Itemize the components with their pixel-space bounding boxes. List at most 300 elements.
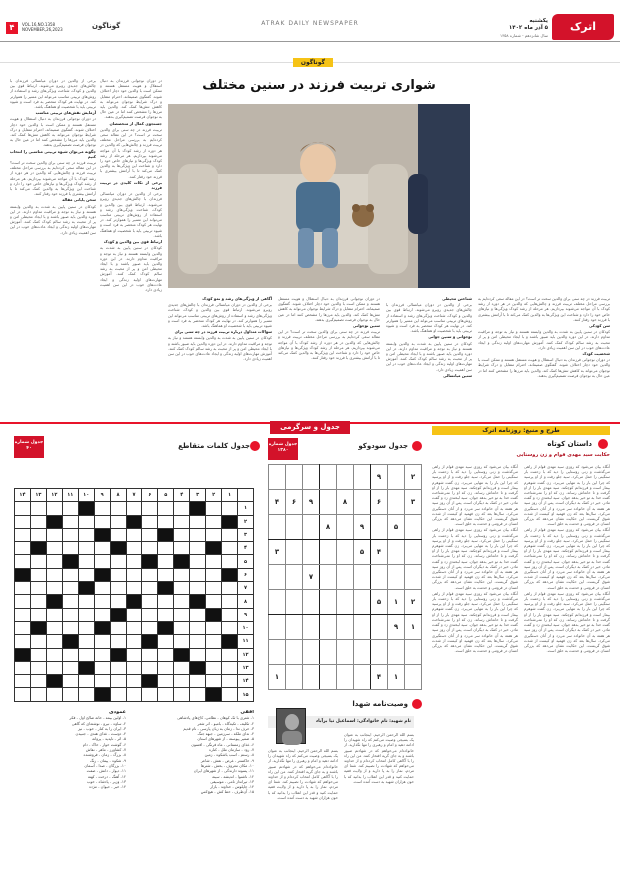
sudoku-cell[interactable]: [286, 640, 303, 665]
crossword-cell[interactable]: [222, 595, 238, 608]
crossword-cell[interactable]: [174, 502, 190, 515]
crossword-cell[interactable]: [142, 621, 158, 634]
crossword-cell[interactable]: [110, 528, 126, 541]
sudoku-cell[interactable]: [303, 615, 320, 640]
crossword-cell[interactable]: [15, 621, 31, 634]
crossword-cell[interactable]: [126, 661, 142, 674]
sudoku-cell[interactable]: ۹: [388, 615, 405, 640]
crossword-cell[interactable]: [126, 621, 142, 634]
crossword-cell[interactable]: [94, 595, 110, 608]
crossword-cell[interactable]: [158, 648, 174, 661]
crossword-cell[interactable]: [62, 502, 78, 515]
sudoku-cell[interactable]: ۱: [388, 590, 405, 615]
crossword-cell[interactable]: [78, 595, 94, 608]
subhead-8: برخی از نکات کلیدی در تربیت فرزند: [100, 179, 162, 191]
black-cell: [126, 595, 142, 608]
crossword-cell[interactable]: [30, 502, 46, 515]
crossword-cell[interactable]: [126, 528, 142, 541]
black-cell: [158, 582, 174, 595]
crossword-cell[interactable]: [190, 621, 206, 634]
paper-name-english: ATRAK DAILY NEWSPAPER: [261, 20, 359, 27]
sudoku-cell[interactable]: [388, 465, 405, 490]
crossword-cell[interactable]: [94, 648, 110, 661]
sudoku-cell[interactable]: [269, 615, 286, 640]
sudoku-cell[interactable]: [269, 565, 286, 590]
article-body-17: کودکان در سنین پایین به شدت به والدین وابسته هستند و نیاز به توجه و مراقبت مداوم دارند. در این دوره والدین باید صبور باشند و با ایجاد محیطی امن و پر از محبت به رشد سالم کودک کمک کنند. آموزش مهارت‌های اولیه زندگی و ایجاد عادت‌های خوب در این سن اهمیت زیادی دارد.: [10, 203, 96, 235]
crossword-cell[interactable]: [142, 582, 158, 595]
crossword-cell[interactable]: [174, 595, 190, 608]
crossword-cell[interactable]: [46, 568, 62, 581]
crossword-cell[interactable]: [110, 502, 126, 515]
crossword-cell[interactable]: [174, 515, 190, 528]
crossword-cell[interactable]: [190, 515, 206, 528]
crossword-cell[interactable]: [190, 528, 206, 541]
sudoku-cell[interactable]: ۸: [320, 515, 337, 540]
crossword-cell[interactable]: [15, 675, 31, 688]
sudoku-cell[interactable]: [371, 640, 388, 665]
crossword-cell[interactable]: [78, 621, 94, 634]
crossword-cell[interactable]: [222, 555, 238, 568]
crossword-cell[interactable]: [110, 688, 126, 701]
sudoku-cell[interactable]: [320, 540, 337, 565]
crossword-cell[interactable]: [174, 621, 190, 634]
crossword-cell[interactable]: [46, 621, 62, 634]
crossword-cell[interactable]: [110, 582, 126, 595]
crossword-cell[interactable]: [94, 515, 110, 528]
across-clues: [130, 710, 254, 875]
crossword-cell[interactable]: [190, 582, 206, 595]
crossword-cell[interactable]: [15, 555, 31, 568]
crossword-cell[interactable]: [15, 608, 31, 621]
sudoku-cell[interactable]: ۷: [303, 565, 320, 590]
crossword-cell[interactable]: [94, 608, 110, 621]
crossword-cell[interactable]: [190, 555, 206, 568]
sudoku-cell[interactable]: ۱: [405, 615, 422, 640]
crossword-cell[interactable]: [110, 595, 126, 608]
sudoku-cell[interactable]: [320, 615, 337, 640]
crossword-cell[interactable]: [142, 528, 158, 541]
crossword-cell[interactable]: [142, 648, 158, 661]
crossword-cell[interactable]: [30, 648, 46, 661]
crossword-cell[interactable]: [78, 608, 94, 621]
crossword-cell[interactable]: [174, 582, 190, 595]
sudoku-cell[interactable]: ۲: [405, 465, 422, 490]
across-clue: ۱- شتری با تک کوهان - نظامی، کاخ‌های پادشاهی: [177, 715, 254, 721]
crossword-cell[interactable]: [110, 621, 126, 634]
sudoku-cell[interactable]: [405, 565, 422, 590]
sudoku-cell[interactable]: [405, 540, 422, 565]
sudoku-cell[interactable]: [269, 465, 286, 490]
sudoku-cell[interactable]: [303, 515, 320, 540]
crossword-cell[interactable]: [190, 648, 206, 661]
story-text-b: آنگاه بیان می‌شود که روزی سید مهدی قوام از راهی می‌گذشت و زنی روستایی را دید که با زحمت بار سنگینی را حمل می‌کرد. سید جلو رفت و از او پرسید که چرا این بار را به تنهایی می‌برد. زن گفت شوهرم بیمار است و فرزندانم کوچکند. سید مهدی بار را از او گرفت و تا خانه‌اش رساند. زن که او را نمی‌شناخت گفت خدا به تو خیر بدهد جوان. سید لبخندی زد و گفت مادر، خیر در کمک به دیگران است. پس از آن روز سید هر هفته به آن خانواده سر می‌زد و از آنان دستگیری می‌کرد. سال‌ها بعد که زن فهمید او کیست از شدت شوق گریست. این حکایت نشان می‌دهد که بزرگی انسان در فروتنی و خدمت به خلق است.: [432, 527, 518, 590]
crossword-cell[interactable]: [46, 661, 62, 674]
black-cell: [62, 555, 78, 568]
crossword-cell[interactable]: [142, 542, 158, 555]
crossword-cell[interactable]: [126, 648, 142, 661]
sudoku-cell[interactable]: [337, 540, 354, 565]
crossword-cell[interactable]: [62, 582, 78, 595]
crossword-cell[interactable]: [126, 688, 142, 701]
crossword-cell[interactable]: [126, 555, 142, 568]
crossword-cell[interactable]: [62, 608, 78, 621]
crossword-cell[interactable]: [110, 568, 126, 581]
sudoku-cell[interactable]: ۹: [371, 465, 388, 490]
sudoku-cell[interactable]: ۵: [371, 590, 388, 615]
crossword-cell[interactable]: [174, 688, 190, 701]
row-number: ۹: [237, 608, 253, 621]
crossword-cell[interactable]: [46, 502, 62, 515]
crossword-cell[interactable]: [30, 661, 46, 674]
crossword-cell[interactable]: [94, 661, 110, 674]
sudoku-cell[interactable]: [303, 590, 320, 615]
martyr-text-a: بسم الله الرحمن الرحیم. اینجانب به عنوان یک بسیجی وصیت می‌کنم که راه شهیدان را ادامه دهید و امام و رهبری را تنها نگذارید. از خانواده‌ام می‌خواهم که در شهادتم صبور باشند و به جای گریه افتخار کنند. من این راه را با آگاهی کامل انتخاب کرده‌ام و از خداوند می‌خواهم که شهادت را نصیبم کند. شما ای مردم، نماز را به پا دارید و از ولایت فقیه حمایت کنید و قدر این انقلاب را بدانید که با خون هزاران شهید به دست آمده است.: [268, 748, 338, 800]
crossword-cell[interactable]: [94, 555, 110, 568]
sudoku-cell[interactable]: [320, 490, 337, 515]
sudoku-cell[interactable]: [354, 665, 371, 690]
sudoku-cell[interactable]: [354, 490, 371, 515]
sudoku-cell[interactable]: ۸: [337, 490, 354, 515]
crossword-cell[interactable]: [206, 675, 222, 688]
crossword-cell[interactable]: [15, 661, 31, 674]
sudoku-cell[interactable]: [388, 640, 405, 665]
sudoku-cell[interactable]: ۵: [388, 515, 405, 540]
crossword-cell[interactable]: [126, 635, 142, 648]
sudoku-cell[interactable]: [405, 640, 422, 665]
crossword-cell[interactable]: [62, 528, 78, 541]
crossword-cell[interactable]: [174, 528, 190, 541]
sudoku-cell[interactable]: [354, 590, 371, 615]
sudoku-cell[interactable]: ۹: [303, 490, 320, 515]
crossword-cell[interactable]: [78, 568, 94, 581]
sudoku-cell[interactable]: [320, 565, 337, 590]
story-text-f: آنگاه بیان می‌شود که روزی سید مهدی قوام از راهی می‌گذشت و زنی روستایی را دید که با زحمت بار سنگینی را حمل می‌کرد. سید جلو رفت و از او پرسید که چرا این بار را به تنهایی می‌برد. زن گفت شوهرم بیمار است و فرزندانم کوچکند. سید مهدی بار را از او گرفت و تا خانه‌اش رساند. زن که او را نمی‌شناخت گفت خدا به تو خیر بدهد جوان. سید لبخندی زد و گفت مادر، خیر در کمک به دیگران است. پس از آن روز سید هر هفته به آن خانواده سر می‌زد و از آنان دستگیری می‌کرد. سال‌ها بعد که زن فهمید او کیست از شدت شوق گریست. این حکایت نشان می‌دهد که بزرگی انسان در فروتنی و خدمت به خلق است.: [524, 590, 610, 654]
crossword-cell[interactable]: [78, 515, 94, 528]
crossword-cell[interactable]: [174, 542, 190, 555]
crossword-cell[interactable]: [46, 635, 62, 648]
crossword-cell[interactable]: [222, 621, 238, 634]
black-cell: [142, 555, 158, 568]
crossword-cell[interactable]: [94, 582, 110, 595]
sudoku-cell[interactable]: [354, 640, 371, 665]
story-text-e: آنگاه بیان می‌شود که روزی سید مهدی قوام از راهی می‌گذشت و زنی روستایی را دید که با زحمت بار سنگینی را حمل می‌کرد. سید جلو رفت و از او پرسید که چرا این بار را به تنهایی می‌برد. زن گفت شوهرم بیمار است و فرزندانم کوچکند. سید مهدی بار را از او گرفت و تا خانه‌اش رساند. زن که او را نمی‌شناخت گفت خدا به تو خیر بدهد جوان. سید لبخندی زد و گفت مادر، خیر در کمک به دیگران است. پس از آن روز سید هر هفته به آن خانواده سر می‌زد و از آنان دستگیری می‌کرد. سال‌ها بعد که زن فهمید او کیست از شدت شوق گریست. این حکایت نشان می‌دهد که بزرگی انسان در فروتنی و خدمت به خلق است.: [524, 527, 610, 590]
crossword-cell[interactable]: [142, 688, 158, 701]
crossword-cell[interactable]: [126, 675, 142, 688]
crossword-cell[interactable]: [174, 675, 190, 688]
crossword-cell[interactable]: [110, 555, 126, 568]
crossword-cell[interactable]: [158, 608, 174, 621]
black-cell: [94, 688, 110, 701]
article-column-1: [478, 296, 610, 416]
crossword-cell[interactable]: [30, 675, 46, 688]
crossword-cell[interactable]: [126, 502, 142, 515]
sudoku-cell[interactable]: [337, 565, 354, 590]
crossword-cell[interactable]: [94, 502, 110, 515]
crossword-cell[interactable]: [142, 502, 158, 515]
crossword-cell[interactable]: [190, 608, 206, 621]
sudoku-title: جدول سودوکو: [358, 442, 408, 450]
sudoku-cell[interactable]: [337, 515, 354, 540]
crossword-cell[interactable]: [62, 621, 78, 634]
crossword-cell[interactable]: [110, 675, 126, 688]
date-persian: ۵ آذر ماه ۱۴۰۲: [508, 25, 548, 31]
black-cell: [62, 635, 78, 648]
crossword-cell[interactable]: [62, 661, 78, 674]
crossword-cell[interactable]: [46, 582, 62, 595]
crossword-cell[interactable]: [126, 582, 142, 595]
crossword-cell[interactable]: [30, 688, 46, 701]
crossword-cell[interactable]: [206, 502, 222, 515]
crossword-cell[interactable]: [15, 528, 31, 541]
crossword-cell[interactable]: [78, 528, 94, 541]
crossword-cell[interactable]: [222, 528, 238, 541]
crossword-cell[interactable]: [206, 648, 222, 661]
sudoku-cell[interactable]: ۴: [371, 665, 388, 690]
crossword-cell[interactable]: [206, 582, 222, 595]
article-body-6: در دوران نوجوانی فرزندان به دنبال استقلال و هویت مستقل هستند و ممکن است با والدین خود دچار اختلاف شوند. گفتگوی صمیمانه، احترام متقابل و درک شرایط نوجوان می‌تواند به کاهش تنش‌ها کمک کند. والدین باید مرزها را مشخص کنند اما در عین حال به نوجوان فرصت تصمیم‌گیری بدهند.: [278, 296, 380, 322]
crossword-cell[interactable]: [30, 635, 46, 648]
sudoku-cell[interactable]: [388, 565, 405, 590]
crossword-cell[interactable]: [222, 582, 238, 595]
black-cell: [174, 555, 190, 568]
sudoku-cell[interactable]: ۴: [371, 540, 388, 565]
sudoku-cell[interactable]: [286, 515, 303, 540]
crossword-cell[interactable]: [30, 608, 46, 621]
crossword-cell[interactable]: [126, 608, 142, 621]
crossword-cell[interactable]: [30, 528, 46, 541]
sudoku-cell[interactable]: [371, 615, 388, 640]
crossword-cell[interactable]: [46, 528, 62, 541]
crossword-cell[interactable]: [174, 608, 190, 621]
sudoku-cell[interactable]: [337, 665, 354, 690]
crossword-cell[interactable]: [78, 635, 94, 648]
sudoku-cell[interactable]: [303, 640, 320, 665]
crossword-cell[interactable]: [142, 595, 158, 608]
crossword-title: جدول کلمات متقاطع: [178, 442, 250, 450]
crossword-cell[interactable]: [222, 542, 238, 555]
sudoku-cell[interactable]: ۶: [371, 490, 388, 515]
row-number: ۱۵: [237, 688, 253, 701]
crossword-cell[interactable]: [62, 688, 78, 701]
crossword-cell[interactable]: [30, 555, 46, 568]
black-cell: [174, 648, 190, 661]
crossword-cell[interactable]: [78, 542, 94, 555]
sudoku-cell[interactable]: [354, 465, 371, 490]
sudoku-cell[interactable]: [286, 590, 303, 615]
sudoku-cell[interactable]: ۴: [269, 490, 286, 515]
sudoku-cell[interactable]: [269, 590, 286, 615]
sudoku-cell[interactable]: [337, 615, 354, 640]
down-clue: ۸- بزرگ - زمان - فروشنده: [83, 752, 126, 758]
crossword-cell[interactable]: [142, 515, 158, 528]
sudoku-cell[interactable]: [405, 665, 422, 690]
crossword-cell[interactable]: [94, 635, 110, 648]
crossword-cell[interactable]: [15, 515, 31, 528]
crossword-cell[interactable]: [15, 635, 31, 648]
crossword-cell[interactable]: [158, 688, 174, 701]
crossword-cell[interactable]: [110, 635, 126, 648]
sudoku-cell[interactable]: [354, 565, 371, 590]
crossword-cell[interactable]: [78, 555, 94, 568]
crossword-cell[interactable]: [206, 528, 222, 541]
black-cell: [206, 608, 222, 621]
sudoku-cell[interactable]: [337, 590, 354, 615]
crossword-cell[interactable]: [158, 595, 174, 608]
crossword-cell[interactable]: [158, 555, 174, 568]
sudoku-cell[interactable]: ۹: [354, 515, 371, 540]
crossword-cell[interactable]: [158, 568, 174, 581]
sudoku-cell[interactable]: ۵: [354, 540, 371, 565]
crossword-cell[interactable]: [30, 515, 46, 528]
crossword-cell[interactable]: [222, 688, 238, 701]
column-number: ۱۲: [46, 489, 62, 502]
black-cell: [222, 515, 238, 528]
crossword-cell[interactable]: [206, 635, 222, 648]
sudoku-cell[interactable]: ۱: [388, 665, 405, 690]
crossword-cell[interactable]: [190, 675, 206, 688]
crossword-cell[interactable]: [222, 502, 238, 515]
sudoku-cell[interactable]: [269, 515, 286, 540]
crossword-cell[interactable]: [158, 675, 174, 688]
crossword-cell[interactable]: [142, 568, 158, 581]
sudoku-cell[interactable]: [320, 665, 337, 690]
crossword-cell[interactable]: [190, 568, 206, 581]
crossword-cell[interactable]: [110, 661, 126, 674]
crossword-cell[interactable]: [158, 542, 174, 555]
subhead-3: شناختن محیطی: [442, 296, 472, 301]
sudoku-cell[interactable]: [388, 490, 405, 515]
sudoku-cell[interactable]: [354, 615, 371, 640]
crossword-cell[interactable]: [78, 675, 94, 688]
crossword-cell[interactable]: [15, 542, 31, 555]
crossword-cell[interactable]: [190, 542, 206, 555]
crossword-cell[interactable]: [62, 648, 78, 661]
crossword-cell[interactable]: [158, 515, 174, 528]
subhead-5: سنین نوجوانی: [352, 323, 380, 329]
crossword-cell[interactable]: [78, 648, 94, 661]
crossword-cell[interactable]: [222, 661, 238, 674]
crossword-cell[interactable]: [62, 542, 78, 555]
crossword-cell[interactable]: [15, 502, 31, 515]
crossword-cell[interactable]: [62, 568, 78, 581]
sudoku-cell[interactable]: ۳: [269, 540, 286, 565]
sudoku-cell[interactable]: [371, 565, 388, 590]
crossword-cell[interactable]: [222, 648, 238, 661]
sudoku-cell[interactable]: [320, 640, 337, 665]
crossword-cell[interactable]: [62, 595, 78, 608]
crossword-cell[interactable]: [206, 515, 222, 528]
sudoku-cell[interactable]: [286, 565, 303, 590]
crossword-row: [15, 555, 254, 568]
down-clue: ۹- شکوه - پیمان - رنگ: [89, 757, 126, 763]
sudoku-cell[interactable]: ۱: [269, 665, 286, 690]
crossword-cell[interactable]: [15, 595, 31, 608]
crossword-cell[interactable]: [158, 635, 174, 648]
crossword-cell[interactable]: [30, 568, 46, 581]
crossword-cell[interactable]: [30, 595, 46, 608]
crossword-cell[interactable]: [222, 608, 238, 621]
crossword-cell[interactable]: [30, 582, 46, 595]
sudoku-cell[interactable]: [303, 665, 320, 690]
across-clue: ۸- رستم - اسب باشکوه - زمین: [204, 752, 254, 758]
sudoku-cell[interactable]: [405, 515, 422, 540]
sudoku-cell[interactable]: [320, 465, 337, 490]
crossword-cell[interactable]: [62, 515, 78, 528]
sudoku-cell[interactable]: [320, 590, 337, 615]
crossword-cell[interactable]: [158, 661, 174, 674]
crossword-cell[interactable]: [206, 595, 222, 608]
crossword-cell[interactable]: [110, 515, 126, 528]
crossword-cell[interactable]: [126, 568, 142, 581]
column-number: ۸: [110, 489, 126, 502]
sudoku-cell[interactable]: [269, 640, 286, 665]
sudoku-cell[interactable]: [303, 540, 320, 565]
crossword-cell[interactable]: [190, 635, 206, 648]
crossword-cell[interactable]: [206, 568, 222, 581]
sudoku-cell[interactable]: [337, 465, 354, 490]
crossword-cell[interactable]: [94, 675, 110, 688]
crossword-cell[interactable]: [15, 688, 31, 701]
crossword-cell[interactable]: [15, 582, 31, 595]
row-number: ۱۱: [237, 635, 253, 648]
sudoku-cell[interactable]: ۳: [405, 490, 422, 515]
sudoku-cell[interactable]: [337, 640, 354, 665]
crossword-cell[interactable]: [206, 621, 222, 634]
crossword-cell[interactable]: [142, 608, 158, 621]
sudoku-badge: جدول شماره ۱۳۸۰: [268, 438, 298, 460]
crossword-cell[interactable]: [174, 635, 190, 648]
crossword-cell[interactable]: [94, 542, 110, 555]
story-text-c: آنگاه بیان می‌شود که روزی سید مهدی قوام از راهی می‌گذشت و زنی روستایی را دید که با زحمت بار سنگینی را حمل می‌کرد. سید جلو رفت و از او پرسید که چرا این بار را به تنهایی می‌برد. زن گفت شوهرم بیمار است و فرزندانم کوچکند. سید مهدی بار را از او گرفت و تا خانه‌اش رساند. زن که او را نمی‌شناخت گفت خدا به تو خیر بدهد جوان. سید لبخندی زد و گفت مادر، خیر در کمک به دیگران است. پس از آن روز سید هر هفته به آن خانواده سر می‌زد و از آنان دستگیری می‌کرد. سال‌ها بعد که زن فهمید او کیست از شدت شوق گریست. این حکایت نشان می‌دهد که بزرگی انسان در فروتنی و خدمت به خلق است.: [432, 590, 518, 654]
column-number: ۵: [158, 489, 174, 502]
sudoku-cell[interactable]: [286, 540, 303, 565]
sudoku-cell[interactable]: ۶: [286, 490, 303, 515]
section-name: گوناگون: [92, 22, 121, 30]
crossword-cell[interactable]: [222, 675, 238, 688]
crossword-cell[interactable]: [46, 555, 62, 568]
down-clues: [10, 710, 126, 875]
crossword-cell[interactable]: [46, 648, 62, 661]
crossword-cell[interactable]: [126, 542, 142, 555]
crossword-cell[interactable]: [158, 502, 174, 515]
article-body-1: تربیت فرزند در چه سنی برای والدین سخت تر است؟ در این مقاله سعی کرده‌ایم به بررسی مراحل مختلف تربیت فرزند و چالش‌هایی که والدین در هر دوره از رشد کودک با آن مواجه می‌شوند بپردازیم. هر مرحله از رشد کودک ویژگی‌ها و نیازهای خاص خود را دارد و شناخت این ویژگی‌ها به والدین کمک می‌کند تا با آرامش بیشتری با فرزند خود رفتار کنند.: [478, 296, 610, 322]
crossword-cell[interactable]: [46, 608, 62, 621]
sudoku-cell[interactable]: [303, 465, 320, 490]
crossword-cell[interactable]: [142, 661, 158, 674]
crossword-cell[interactable]: [46, 688, 62, 701]
crossword-cell[interactable]: [174, 661, 190, 674]
article-column-6: [10, 78, 96, 416]
sudoku-cell[interactable]: [388, 540, 405, 565]
crossword-cell[interactable]: [78, 688, 94, 701]
crossword-cell[interactable]: [62, 675, 78, 688]
sudoku-table: [268, 464, 422, 690]
article-body-14: برخی از والدین در دوران میانسالی فرزندان با چالش‌های جدیدی روبرو می‌شوند. ارتباط قوی بین والدین و کودک، شناخت ویژگی‌های رشد و استفاده از روش‌های تربیتی مناسب می‌تواند این مسیر را هموارتر کند. در نهایت هر کودک منحصر به فرد است و شیوه تربیتی باید با شخصیت او هماهنگ باشد.: [10, 78, 96, 110]
crossword-cell[interactable]: [190, 688, 206, 701]
crossword-cell[interactable]: [46, 542, 62, 555]
sudoku-cell[interactable]: [286, 465, 303, 490]
crossword-cell[interactable]: [206, 661, 222, 674]
crossword-cell[interactable]: [174, 568, 190, 581]
sudoku-cell[interactable]: ۲: [405, 590, 422, 615]
story-column-b: [524, 464, 610, 874]
sudoku-cell[interactable]: [286, 615, 303, 640]
sudoku-cell[interactable]: [371, 515, 388, 540]
martyr-title: وصیت‌نامه شهدا: [352, 700, 408, 708]
crossword-cell[interactable]: [206, 555, 222, 568]
sudoku-grid: [268, 464, 422, 692]
sudoku-cell[interactable]: [286, 665, 303, 690]
